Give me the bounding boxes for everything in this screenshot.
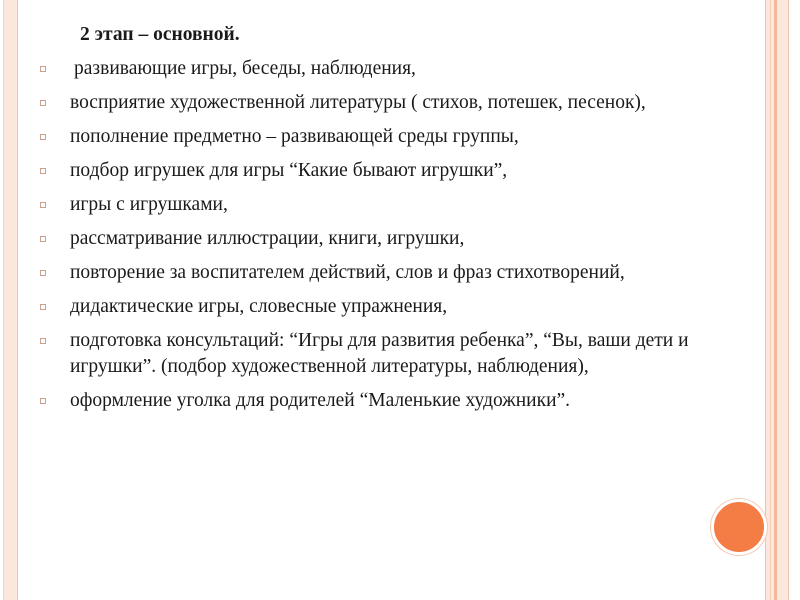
slide-heading: 2 этап – основной. [80, 24, 240, 45]
list-item [40, 56, 720, 82]
bullet-icon [40, 304, 46, 310]
orange-circle-decoration [711, 499, 767, 555]
list-item-text: подготовка консультаций: “Игры для развития ребенка”, “Вы, ваши дети и игрушки”. (подбор художественной литературы, наблюдения), [70, 330, 689, 377]
list-item-text: повторение за воспитателем действий, слов и фраз стихотворений, [70, 262, 625, 283]
list-item-text: игры с игрушками, [70, 194, 228, 215]
bullet-icon [40, 270, 46, 276]
bullet-icon [40, 236, 46, 242]
right-frame-line [770, 0, 771, 600]
bullet-icon [40, 100, 46, 106]
list-item [40, 328, 720, 380]
bullet-list [40, 56, 720, 414]
bullet-icon [40, 202, 46, 208]
bullet-icon [40, 66, 46, 72]
right-frame-accent-line [774, 0, 777, 600]
right-frame-stripe [765, 0, 789, 600]
bullet-icon [40, 134, 46, 140]
list-item-text: рассматривание иллюстрации, книги, игрушки, [70, 228, 465, 249]
list-item [40, 226, 720, 252]
slide-content [40, 22, 720, 422]
list-item-text: восприятие художественной литературы ( стихов, потешек, песенок), [70, 92, 646, 113]
list-item [40, 158, 720, 184]
list-item [40, 192, 720, 218]
list-item-text: развивающие игры, беседы, наблюдения, [74, 58, 416, 79]
list-item-text: дидактические игры, словесные упражнения, [70, 296, 448, 317]
bullet-icon [40, 398, 46, 404]
list-item [40, 388, 720, 414]
bullet-icon [40, 168, 46, 174]
list-item [40, 294, 720, 320]
list-item-text: пополнение предметно – развивающей среды группы, [70, 126, 519, 147]
list-item [40, 124, 720, 150]
bullet-icon [40, 338, 46, 344]
left-frame-stripe [3, 0, 18, 600]
list-item-text: оформление уголка для родителей “Маленькие художники”. [70, 390, 571, 411]
list-item-text: подбор игрушек для игры “Какие бывают игрушки”, [70, 160, 508, 181]
list-item [40, 90, 720, 116]
list-item [40, 260, 720, 286]
